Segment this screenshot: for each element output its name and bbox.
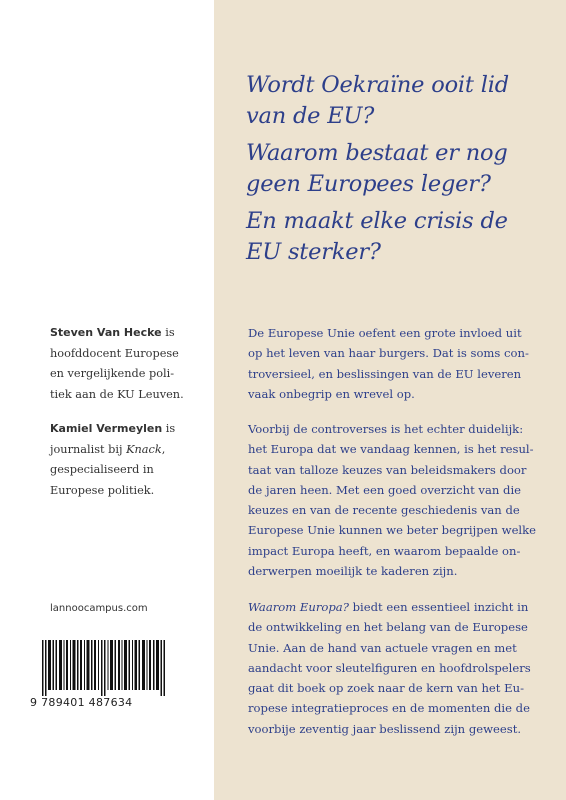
author-bio-1 [50,323,210,405]
headline-line: Waarom bestaat er nog [246,140,508,166]
paragraph-line: ropese integratieproces en de momenten die de [248,701,530,716]
bio-line: gespecialiseerd in [50,463,154,476]
headline-question-3 [246,206,546,268]
isbn-barcode [30,640,180,712]
paragraph-line: Europese Unie kunnen we beter begrijpen welke [248,523,537,538]
bio-line [50,440,210,461]
bio-text: is [161,326,175,339]
bio-line: en vergelijkende poli- [50,367,175,380]
paragraph-line: voorbije zeventig jaar beslissend zijn geweest. [248,721,522,736]
paragraph-line: op het leven van haar burgers. Dat is soms con- [248,346,529,361]
headline-question-1 [246,70,546,132]
author-name: Steven Van Hecke [50,326,162,339]
paragraph-line: keuzes en van de recente geschiedenis van de [248,503,520,518]
paragraph-line: de ontwikkeling en het belang van de Europese [248,620,528,635]
magazine-name: Knack [126,442,162,456]
author-name: Kamiel Vermeylen [50,422,163,435]
description-paragraph-1 [248,323,548,404]
headline-line: Wordt Oekraïne ooit lid [246,72,509,98]
paragraph-line: Unie. Aan de hand van actuele vragen en met [248,640,517,655]
bio-line: hoofddocent Europese [50,346,179,360]
paragraph-line: gaat dit boek op zoek naar de kern van het Eu- [248,681,524,696]
description-paragraph-3 [248,597,548,739]
barcode-icon [42,640,166,696]
bio-line [50,323,210,344]
headline-question-2 [246,138,546,200]
paragraph-line: de jaren heen. Met een goed overzicht van die [248,482,522,497]
paragraph-line [248,597,548,617]
bio-line: tiek aan de KU Leuven. [50,387,184,401]
bio-text: , [161,442,166,456]
headline-line: En maakt elke crisis de [246,208,508,234]
paragraph-line: troversieel, en beslissingen van de EU leveren [248,366,522,381]
paragraph-line: Voorbij de controverses is het echter duidelijk: [248,422,524,436]
bio-text: journalist bij [50,442,127,456]
paragraph-line: aandacht voor sleutelfiguren en hoofdrolspelers [248,660,531,675]
headline-line: geen Europees leger? [246,171,491,197]
paragraph-line: vaak onbegrip en wrevel op. [248,386,415,401]
paragraph-line: het Europa dat we vandaag kennen, is het resul- [248,442,534,457]
bio-text: is [162,422,176,435]
bio-line [50,419,210,440]
paragraph-line: impact Europa heeft, en waarom bepaalde on- [248,543,521,558]
headline-line: van de EU? [246,103,375,129]
paragraph-line: De Europese Unie oefent een grote invloed uit [248,326,522,340]
paragraph-text: biedt een essentieel inzicht in [348,600,529,614]
isbn-number: 9 789401 487634 [30,696,133,709]
headline-questions [246,70,546,274]
book-title: Waarom Europa? [248,600,349,614]
author-bio-2 [50,419,210,501]
description-paragraph-2 [248,419,548,581]
publisher-website: lannoocampus.com [50,603,148,614]
paragraph-line: derwerpen moeilijk te kaderen zijn. [248,564,458,579]
bio-line: Europese politiek. [50,483,155,497]
paragraph-line: taat van talloze keuzes van beleidsmakers door [248,462,527,477]
headline-line: EU sterker? [246,239,381,265]
